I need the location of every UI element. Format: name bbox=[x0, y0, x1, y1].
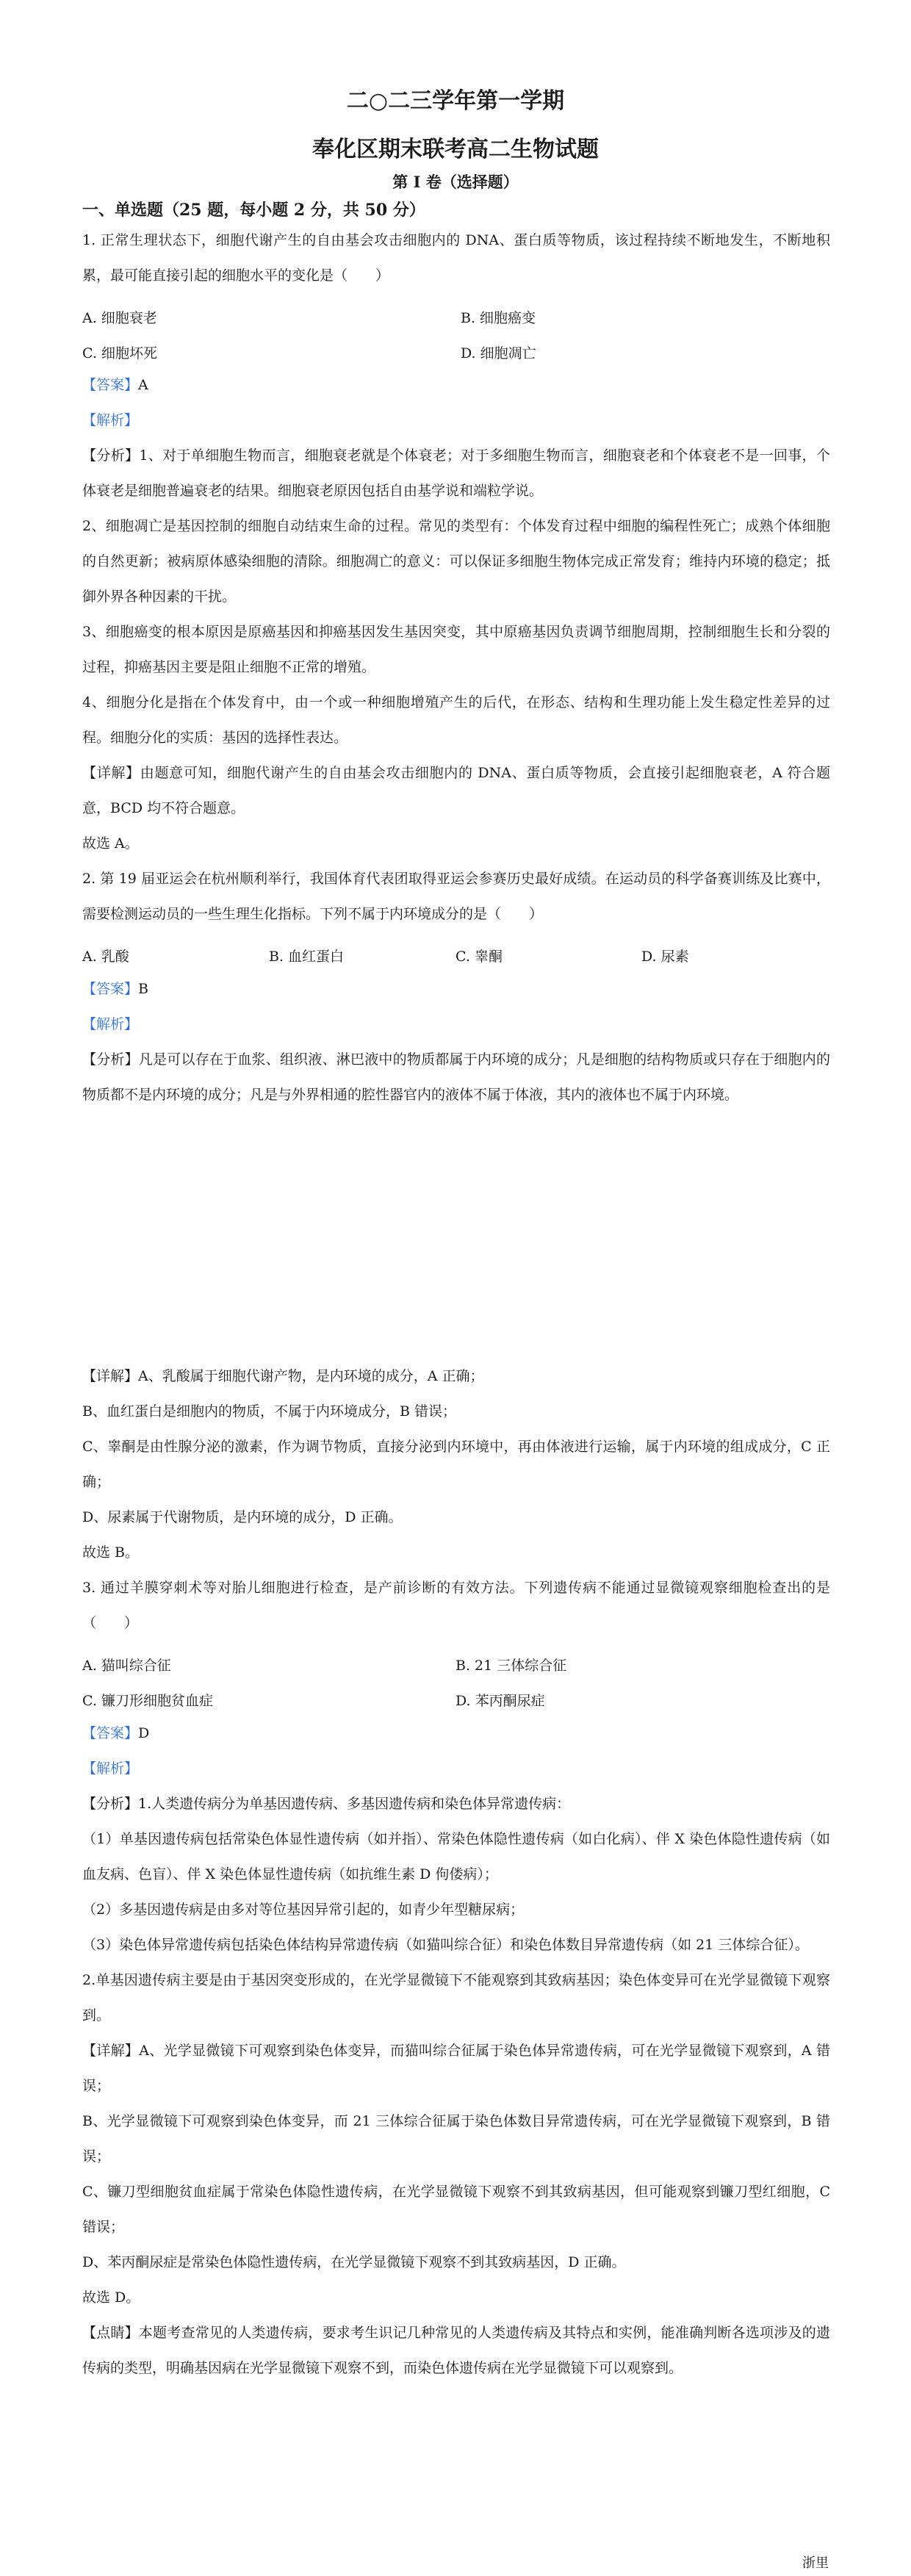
answer-label: 【答案】 bbox=[82, 1725, 139, 1741]
analysis-paragraph: 【分析】1、对于单细胞生物而言，细胞衰老就是个体衰老；对于多细胞生物而言，细胞衰老和个体衰老不是一回事，个体衰老是细胞普遍衰老的结果。细胞衰老原因包括自由基学说和端粒学说。 bbox=[82, 447, 830, 499]
analysis-paragraph: 2、细胞凋亡是基因控制的细胞自动结束生命的过程。常见的类型有：个体发育过程中细胞的编程性死亡；成熟个体细胞的自然更新；被病原体感染细胞的清除。细胞凋亡的意义：可以保证多细胞生物体完成正常发育；维持内环境的稳定；抵御外界各种因素的干扰。 bbox=[82, 518, 830, 605]
q2-analysis-label: 【解析】 bbox=[82, 1016, 139, 1032]
q3-option-b: B. 21 三体综合征 bbox=[455, 1658, 567, 1674]
analysis-paragraph: （3）染色体异常遗传病包括染色体结构异常遗传病（如猫叫综合征）和染色体数目异常遗传病（如 21 三体综合征）。 bbox=[82, 1937, 809, 1953]
q1-answer bbox=[82, 367, 148, 403]
analysis-paragraph: 故选 A。 bbox=[82, 835, 139, 852]
analysis-paragraph: 故选 D。 bbox=[82, 2289, 140, 2306]
analysis-paragraph: 3、细胞癌变的根本原因是原癌基因和抑癌基因发生基因突变，其中原癌基因负责调节细胞周期，控制细胞生长和分裂的过程，抑癌基因主要是阻止细胞不正常的增殖。 bbox=[82, 624, 830, 675]
detail-paragraph: C、睾酮是由性腺分泌的激素，作为调节物质，直接分泌到内环境中，再由体液进行运输，属于内环境的组成成分，C 正确； bbox=[82, 1439, 830, 1490]
detail-paragraph: D、尿素属于代谢物质，是内环境的成分，D 正确。 bbox=[82, 1509, 403, 1525]
analysis-paragraph: 4、细胞分化是指在个体发育中，由一个或一种细胞增殖产生的后代，在形态、结构和生理功能上发生稳定性差异的过程。细胞分化的实质：基因的选择性表达。 bbox=[82, 694, 830, 746]
answer-value: B bbox=[138, 981, 148, 997]
exam-term-title: 二○二三学年第一学期 bbox=[346, 88, 565, 114]
q1-option-c: C. 细胞坏死 bbox=[82, 345, 157, 361]
q1-analysis bbox=[82, 438, 830, 861]
q2-option-a: A. 乳酸 bbox=[82, 949, 129, 965]
analysis-paragraph: B、光学显微镜下可观察到染色体变异，而 21 三体综合征属于染色体数目异常遗传病，可在光学显微镜下观察到，B 错误； bbox=[82, 2113, 830, 2165]
analysis-paragraph: D、苯丙酮尿症是常染色体隐性遗传病，在光学显微镜下观察不到其致病基因，D 正确。 bbox=[82, 2254, 626, 2270]
analysis-paragraph: 2.单基因遗传病主要是由于基因突变形成的，在光学显微镜下不能观察到其致病基因；染色体变异可在光学显微镜下观察到。 bbox=[82, 1972, 830, 2023]
answer-label: 【答案】 bbox=[82, 981, 139, 997]
q3-option-a: A. 猫叫综合征 bbox=[82, 1658, 171, 1674]
question-2-stem: 2. 第 19 届亚运会在杭州顺利举行，我国体育代表团取得亚运会参赛历史最好成绩。在运动员的科学备赛训练及比赛中，需要检测运动员的一些生理生化指标。下列不属于内环境成分的是（ ） bbox=[82, 871, 830, 922]
analysis-paragraph: 【分析】1.人类遗传病分为单基因遗传病、多基因遗传病和染色体异常遗传病： bbox=[82, 1796, 571, 1812]
question-3-stem: 3. 通过羊膜穿刺术等对胎儿细胞进行检查，是产前诊断的有效方法。下列遗传病不能通过显微镜观察细胞检查出的是（ ） bbox=[82, 1580, 830, 1631]
analysis-paragraph: C、镰刀型细胞贫血症属于常染色体隐性遗传病，在光学显微镜下观察不到其致病基因，但可能观察到镰刀型红细胞，C 错误； bbox=[82, 2184, 830, 2235]
detail-paragraph: 【详解】A、乳酸属于细胞代谢产物，是内环境的成分，A 正确； bbox=[82, 1368, 484, 1384]
answer-value: A bbox=[138, 377, 148, 393]
analysis-paragraph: 【分析】凡是可以存在于血浆、组织液、淋巴液中的物质都属于内环境的成分；凡是细胞的结构物质或只存在于细胞内的物质都不是内环境的成分；凡是与外界相通的腔性器官内的液体不属于体液，其内的液体也不属于内环境。 bbox=[82, 1051, 830, 1103]
q3-analysis-label: 【解析】 bbox=[82, 1760, 139, 1777]
analysis-paragraph: 【详解】A、光学显微镜下可观察到染色体变异，而猫叫综合征属于染色体异常遗传病，可在光学显微镜下观察到，A 错误； bbox=[82, 2043, 830, 2094]
q3-option-c: C. 镰刀形细胞贫血症 bbox=[82, 1693, 213, 1709]
q3-answer bbox=[82, 1716, 149, 1751]
q1-option-b: B. 细胞癌变 bbox=[461, 310, 536, 326]
q1-option-a: A. 细胞衰老 bbox=[82, 310, 157, 326]
question-1-stem: 1. 正常生理状态下，细胞代谢产生的自由基会攻击细胞内的 DNA、蛋白质等物质，该过程持续不断地发生，不断地积累，最可能直接引起的细胞水平的变化是（ ） bbox=[82, 232, 830, 284]
q2-answer bbox=[82, 971, 148, 1007]
q3-analysis bbox=[82, 1786, 830, 2386]
q1-option-d: D. 细胞凋亡 bbox=[461, 345, 536, 361]
footer-text: 浙里 bbox=[802, 2555, 829, 2571]
analysis-paragraph: 【详解】由题意可知，细胞代谢产生的自由基会攻击细胞内的 DNA、蛋白质等物质，会直接引起细胞衰老，A 符合题意，BCD 均不符合题意。 bbox=[82, 765, 830, 816]
answer-label: 【答案】 bbox=[82, 377, 139, 393]
section-heading: 一、单选题（25 题，每小题 2 分，共 50 分） bbox=[82, 201, 425, 220]
detail-paragraph: B、血红蛋白是细胞内的物质，不属于内环境成分，B 错误； bbox=[82, 1403, 456, 1420]
analysis-paragraph: （2）多基因遗传病是由多对等位基因异常引起的，如青少年型糖尿病； bbox=[82, 1902, 525, 1918]
q2-detail bbox=[82, 1359, 830, 1570]
answer-value: D bbox=[138, 1725, 150, 1741]
exam-title: 奉化区期末联考高二生物试题 bbox=[312, 137, 599, 162]
q1-analysis-label: 【解析】 bbox=[82, 412, 139, 428]
q2-option-b: B. 血红蛋白 bbox=[269, 949, 345, 965]
analysis-paragraph: （1）单基因遗传病包括常染色体显性遗传病（如并指）、常染色体隐性遗传病（如白化病）、伴 X 染色体隐性遗传病（如血友病、色盲）、伴 X 染色体显性遗传病（如抗维生素 D 佝偻病）； bbox=[82, 1831, 830, 1882]
q3-option-d: D. 苯丙酮尿症 bbox=[455, 1693, 545, 1709]
detail-paragraph: 故选 B。 bbox=[82, 1544, 140, 1561]
q2-analysis bbox=[82, 1042, 830, 1112]
q2-option-c: C. 睾酮 bbox=[455, 949, 503, 965]
analysis-paragraph: 【点睛】本题考查常见的人类遗传病，要求考生识记几种常见的人类遗传病及其特点和实例，能准确判断各选项涉及的遗传病的类型，明确基因病在光学显微镜下观察不到，而染色体遗传病在光学显微镜下可以观察到。 bbox=[82, 2325, 830, 2376]
q2-option-d: D. 尿素 bbox=[641, 949, 689, 965]
volume-title: 第 I 卷（选择题） bbox=[392, 173, 519, 191]
